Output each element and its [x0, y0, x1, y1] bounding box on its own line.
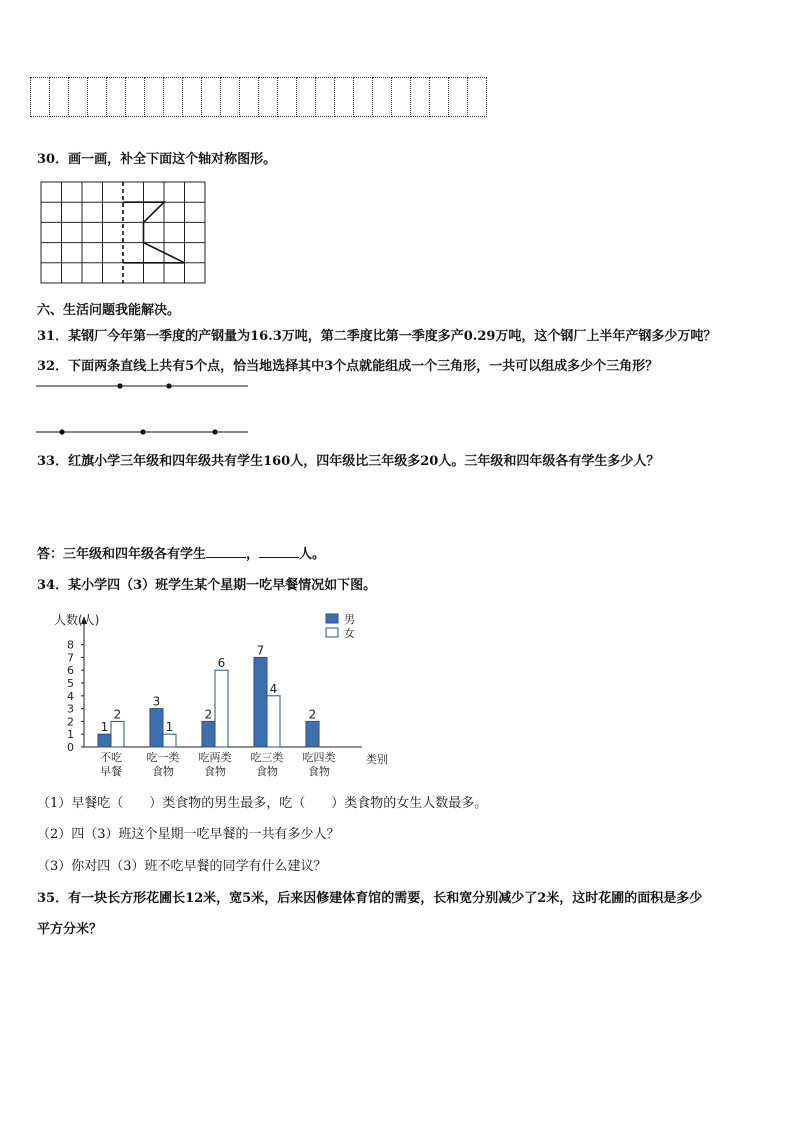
symmetry-figure[interactable]	[40, 181, 208, 285]
bar-value-label: 3	[152, 694, 161, 709]
grid-cell	[468, 77, 487, 117]
question-35-line2: 平方分米？	[37, 922, 103, 937]
grid-cell	[107, 77, 126, 117]
legend-swatch-女	[326, 628, 338, 637]
bar-男	[98, 734, 111, 747]
grid-cell	[221, 77, 240, 117]
answer-mid: ，	[246, 547, 260, 562]
grid-cell	[164, 77, 183, 117]
bar-value-label: 7	[256, 643, 265, 658]
question-31: 31．某钢厂今年第一季度的产钢量为16.3万吨，第二季度比第一季度多产0.29万吨，这个钢厂上半年产钢多少万吨？	[37, 329, 717, 344]
writing-grid	[30, 77, 487, 117]
category-label: 吃两类	[198, 751, 232, 764]
bar-女	[163, 734, 176, 747]
y-axis-label: 人数(人)	[54, 613, 100, 627]
category-label: 食物	[204, 765, 226, 778]
grid-cell	[69, 77, 88, 117]
bar-女	[111, 721, 124, 747]
grid-cell	[259, 77, 278, 117]
grid-cell	[449, 77, 468, 117]
point	[117, 383, 122, 388]
grid-cell	[430, 77, 449, 117]
y-tick-label: 8	[67, 638, 74, 652]
points-figure	[36, 378, 256, 440]
grid-cell	[373, 77, 392, 117]
point	[212, 429, 217, 434]
question-34: 34．某小学四（3）班学生某个星期一吃早餐情况如下图。	[37, 578, 377, 593]
answer-prefix: 答：三年级和四年级各有学生	[37, 547, 207, 562]
category-label: 食物	[308, 765, 330, 778]
y-tick-label: 2	[67, 715, 74, 729]
section-6-title: 六、生活问题我能解决。	[37, 303, 181, 318]
bar-男	[254, 657, 267, 747]
grid-cell	[50, 77, 69, 117]
y-tick-label: 7	[67, 651, 74, 665]
bar-value-label: 1	[100, 720, 109, 735]
bar-男	[202, 721, 215, 747]
grid-cell	[297, 77, 316, 117]
legend-swatch-男	[326, 614, 338, 623]
category-label: 吃四类	[302, 751, 336, 764]
grid-cell	[354, 77, 373, 117]
y-tick-label: 5	[67, 677, 74, 690]
bar-value-label: 4	[269, 681, 278, 696]
bar-value-label: 6	[217, 656, 226, 671]
point	[166, 383, 171, 388]
point	[140, 429, 145, 434]
y-tick-label: 3	[67, 702, 74, 716]
bar-男	[306, 721, 319, 747]
question-30: 30．画一画，补全下面这个轴对称图形。	[37, 152, 277, 167]
question-34-sub3: （3）你对四（3）班不吃早餐的同学有什么建议？	[37, 859, 327, 874]
y-tick-label: 6	[67, 664, 74, 678]
x-axis-label: 类别	[366, 753, 388, 766]
legend-label: 男	[344, 613, 355, 626]
grid-cell	[392, 77, 411, 117]
bar-value-label: 1	[165, 720, 174, 735]
bar-男	[150, 709, 163, 747]
answer-blank-2[interactable]	[259, 557, 299, 558]
category-label: 不吃	[100, 751, 122, 764]
bar-value-label: 2	[113, 707, 122, 722]
question-34-sub1: （1）早餐吃（ ）类食物的男生最多，吃（ ）类食物的女生人数最多。	[37, 796, 488, 811]
breakfast-bar-chart	[48, 608, 388, 783]
category-label: 吃三类	[250, 751, 284, 764]
grid-cell	[240, 77, 259, 117]
q33-answer	[37, 543, 325, 562]
grid-cell	[183, 77, 202, 117]
half-shape	[123, 202, 185, 263]
category-label: 食物	[256, 765, 278, 778]
bar-女	[267, 696, 280, 747]
grid-cell	[30, 77, 50, 117]
bar-value-label: 2	[308, 707, 317, 722]
category-label: 食物	[152, 765, 174, 778]
category-label: 吃一类	[146, 751, 180, 764]
y-tick-label: 1	[67, 728, 74, 742]
answer-blank-1[interactable]	[206, 557, 246, 558]
bar-女	[215, 670, 228, 747]
grid-cell	[316, 77, 335, 117]
question-32: 32．下面两条直线上共有5个点，恰当地选择其中3个点就能组成一个三角形，一共可以组成多少个三角形？	[37, 359, 659, 374]
grid-cell	[411, 77, 430, 117]
question-35-line1: 35．有一块长方形花圃长12米，宽5米，后来因修建体育馆的需要，长和宽分别减少了2米，这时花圃的面积是多少	[37, 891, 703, 906]
point	[59, 429, 64, 434]
question-33: 33．红旗小学三年级和四年级共有学生160人，四年级比三年级多20人。三年级和四年级各有学生多少人？	[37, 454, 660, 469]
bar-value-label: 2	[204, 707, 213, 722]
grid-cell	[88, 77, 107, 117]
y-tick-label: 4	[67, 689, 74, 703]
category-label: 早餐	[100, 765, 122, 778]
grid-cell	[278, 77, 297, 117]
answer-suffix: 人。	[299, 547, 326, 562]
grid-cell	[335, 77, 354, 117]
legend-label: 女	[344, 627, 355, 640]
grid-cell	[126, 77, 145, 117]
y-tick-label: 0	[67, 741, 74, 754]
grid-cell	[202, 77, 221, 117]
question-34-sub2: （2）四（3）班这个星期一吃早餐的一共有多少人？	[37, 827, 340, 842]
grid-cell	[145, 77, 164, 117]
